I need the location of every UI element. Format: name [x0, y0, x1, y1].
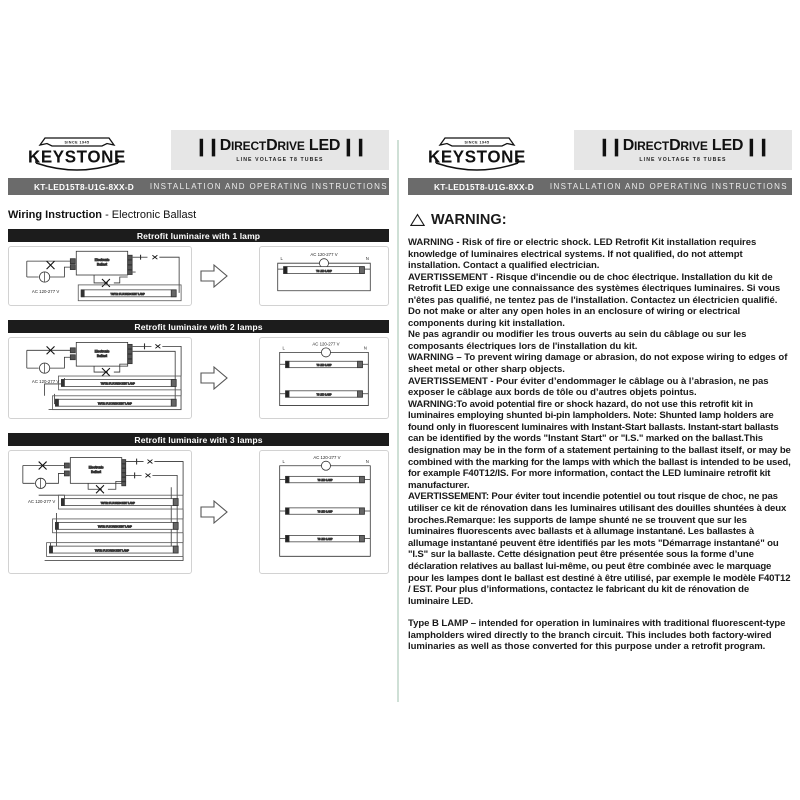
warning-paragraph-en-1: WARNING - Risk of fire or electric shock. LED Retrofit Kit installation requires knowledge of luminaires electrical systems. If not qualified, do not attempt installation. Contact a qualified electrician.: [408, 237, 757, 272]
svg-text:T8/T12 FLUORESCENT LAMP: T8/T12 FLUORESCENT LAMP: [110, 293, 145, 297]
svg-text:AC 120-277 V: AC 120-277 V: [27, 499, 56, 505]
wiring-instruction-title: Wiring Instruction: [8, 209, 103, 221]
page-divider: [397, 140, 399, 702]
warning-paragraph-shunted-fr: AVERTISSEMENT: Pour éviter tout incendie potentiel ou tout risque de choc, ne pas utiliser ce kit de rénovation dans les luminaires utilisant des douilles shuntées à deux broches.Remarque: les supports de lampe shunté ne se trouvent que sur les luminaires fluorescents avec ballasts et à allumage instantané. Les ballastes à allumage instantané peuvent être identifiés par les mots "Démarrage instantané" ou "I.S" sur la ballaste. Cette désignation peut être présentée sous la forme d’une déclaration relatives au ballast lui-même, ou peut être combinée avec le marquage pour les lampes dont le ballast est destiné à être utilisé, par exemple le modèle F40T12 / EST. Pour plus d’informations, contactez le fabricant du kit de rénovation de luminaire LED.: [408, 491, 791, 607]
brand-header-right: [408, 128, 792, 176]
brand-title: DIRECTDRIVE LED: [622, 137, 744, 154]
brand-left-bracket-icon: ❙❙: [597, 136, 622, 156]
after-diagram-2-lamps: [259, 337, 389, 419]
warning-paragraph-en-3: WARNING – To prevent wiring damage or abrasion, do not expose wiring to edges of sheet metal or other sharp objects.: [408, 352, 788, 376]
svg-text:N: N: [365, 458, 369, 464]
svg-text:KEYSTONE: KEYSTONE: [428, 146, 526, 167]
brand-right-bracket-icon: ❙❙: [744, 136, 769, 156]
svg-text:AC 120-277 V: AC 120-277 V: [31, 378, 60, 384]
warning-paragraph-fr-2: Ne pas agrandir ou modifier les trous ouverts au sein du câblage ou sur les composants électriques lors de l'installation du kit.: [408, 329, 747, 352]
svg-text:Electronic: Electronic: [94, 349, 110, 354]
transform-arrow-2-lamps: [192, 337, 236, 419]
svg-text:L: L: [282, 345, 285, 351]
warning-paragraph-en-2: Do not make or alter any open holes in an enclosure of wiring or electrical components during kit installation.: [408, 306, 741, 329]
product-sku: KT-LED15T8-U1G-8XX-D: [34, 181, 134, 192]
brand-subtitle: LINE VOLTAGE T8 TUBES: [236, 156, 324, 163]
directdrive-brand-block-right: [574, 130, 792, 170]
svg-text:T8/T12 FLUORESCENT LAMP: T8/T12 FLUORESCENT LAMP: [100, 382, 135, 386]
svg-text:AC 120-277 V: AC 120-277 V: [313, 454, 341, 460]
brand-title: DIRECTDRIVE LED: [219, 137, 341, 154]
svg-text:Ballast: Ballast: [96, 262, 108, 267]
svg-text:L: L: [280, 256, 283, 262]
brand-header: [8, 128, 389, 176]
warning-paragraph-fr-3: AVERTISSEMENT - Pour éviter d’endommager le câblage ou à l’abrasion, ne pas exposer le câblage aux bords de tôle ou d’autres objets pointus.: [408, 375, 769, 399]
warning-paragraph-shunted-en: WARNING:To avoid potential fire or shock hazard, do not use this retrofit kit in luminaires employing shunted bi-pin lampholders. Note: Shunted lamp holders are found only in fluorescent luminaires with Instant-Start ballasts. Instant-start ballasts can be identified by the words "Instant Start" or "I.S." marked on the ballast.This designation may be in the form of a statement pertaining to the ballast itself, or may be combined with the marking for the lamps with which the ballast is intended to be used, for example F40T12/IS. For more information, contact the LED luminaire retrofit kit manufacturer.: [408, 398, 791, 491]
svg-text:Ballast: Ballast: [90, 470, 102, 475]
diagram-bar-2-lamps: Retrofit luminaire with 2 lamps: [8, 320, 389, 333]
svg-text:T8 LED LAMP: T8 LED LAMP: [317, 510, 333, 514]
right-header-area: [400, 128, 800, 653]
after-diagram-1-lamp: [259, 246, 389, 306]
document-title-bar: [8, 178, 389, 195]
brand-left-bracket-icon: ❙❙: [194, 136, 219, 156]
after-diagram-3-lamps: [259, 450, 389, 574]
svg-text:T8/T12 FLUORESCENT LAMP: T8/T12 FLUORESCENT LAMP: [100, 501, 135, 505]
diagram-bar-3-lamps: Retrofit luminaire with 3 lamps: [8, 433, 389, 446]
transform-arrow-1-lamp: [192, 246, 236, 306]
svg-text:N: N: [365, 256, 369, 262]
svg-text:T8/T12 FLUORESCENT LAMP: T8/T12 FLUORESCENT LAMP: [94, 549, 130, 553]
document-type-label: INSTALLATION AND OPERATING INSTRUCTIONS: [549, 182, 788, 191]
product-sku: KT-LED15T8-U1G-8XX-D: [434, 181, 534, 192]
diagram-bar-1-lamp: Retrofit luminaire with 1 lamp: [8, 229, 389, 242]
svg-text:T8/T12 FLUORESCENT LAMP: T8/T12 FLUORESCENT LAMP: [97, 402, 132, 406]
arrow-right-icon: [199, 498, 229, 526]
svg-text:SINCE 1945: SINCE 1945: [64, 140, 90, 145]
svg-text:T8 LED LAMP: T8 LED LAMP: [316, 269, 332, 273]
document-type-label: INSTALLATION AND OPERATING INSTRUCTIONS: [149, 182, 388, 191]
diagram-row-2-lamps: [8, 337, 389, 419]
keystone-logo-right: [412, 132, 542, 174]
svg-text:AC 120-277 V: AC 120-277 V: [312, 341, 340, 347]
warning-heading-row: [410, 212, 800, 228]
svg-text:T8/T12 FLUORESCENT LAMP: T8/T12 FLUORESCENT LAMP: [97, 525, 132, 529]
svg-text:T8 LED LAMP: T8 LED LAMP: [317, 538, 333, 542]
arrow-right-icon: [199, 364, 229, 392]
svg-text:Electronic: Electronic: [88, 465, 104, 470]
document-title-bar-right: [408, 178, 792, 195]
warning-paragraph-fr-1: AVERTISSEMENT - Risque d'incendie ou de choc électrique. Installation du kit de Retrofit LED exige une connaissance des systèmes électriques luminaires. Si vous n'êtes pas qualifié, ne tentez pas de l'installation. Contactez un électricien qualifié.: [408, 271, 781, 306]
directdrive-brand-block: [171, 130, 389, 170]
svg-text:L: L: [282, 458, 285, 464]
warning-heading-text: WARNING:: [431, 212, 507, 228]
diagram-row-1-lamp: [8, 246, 389, 306]
diagram-row-3-lamps: [8, 450, 389, 574]
brand-subtitle: LINE VOLTAGE T8 TUBES: [639, 156, 727, 163]
wiring-instruction-subtitle: - Electronic Ballast: [102, 209, 197, 221]
before-diagram-3-lamps: [8, 450, 192, 574]
svg-text:KEYSTONE: KEYSTONE: [28, 146, 126, 167]
before-diagram-1-lamp: [8, 246, 192, 306]
arrow-right-icon: [199, 262, 229, 290]
svg-text:N: N: [363, 345, 367, 351]
page-left: [0, 0, 397, 800]
left-header-area: [0, 128, 397, 574]
before-diagram-2-lamps: [8, 337, 192, 419]
transform-arrow-3-lamps: [192, 450, 236, 574]
svg-text:Electronic: Electronic: [94, 258, 110, 263]
svg-text:AC 120-277 V: AC 120-277 V: [310, 251, 338, 257]
wiring-instruction-heading: [8, 209, 397, 221]
svg-text:T8 LED LAMP: T8 LED LAMP: [317, 479, 333, 483]
svg-text:T8 LED LAMP: T8 LED LAMP: [316, 393, 332, 397]
type-b-lamp-paragraph: Type B LAMP – intended for operation in luminaires with traditional fluorescent-type lampholders wired directly to the branch circuit. This includes both factory-wired luminaries as well as those converted for this purpose under a retrofit program.: [408, 618, 786, 653]
svg-text:SINCE 1945: SINCE 1945: [464, 140, 490, 145]
svg-text:Ballast: Ballast: [96, 353, 108, 358]
page-right: [400, 0, 800, 800]
keystone-logo: [12, 132, 142, 174]
brand-right-bracket-icon: ❙❙: [341, 136, 366, 156]
svg-text:T8 LED LAMP: T8 LED LAMP: [316, 363, 332, 367]
warning-triangle-icon: [410, 213, 425, 227]
source-label-before-1: AC 120-277 V: [31, 288, 60, 294]
